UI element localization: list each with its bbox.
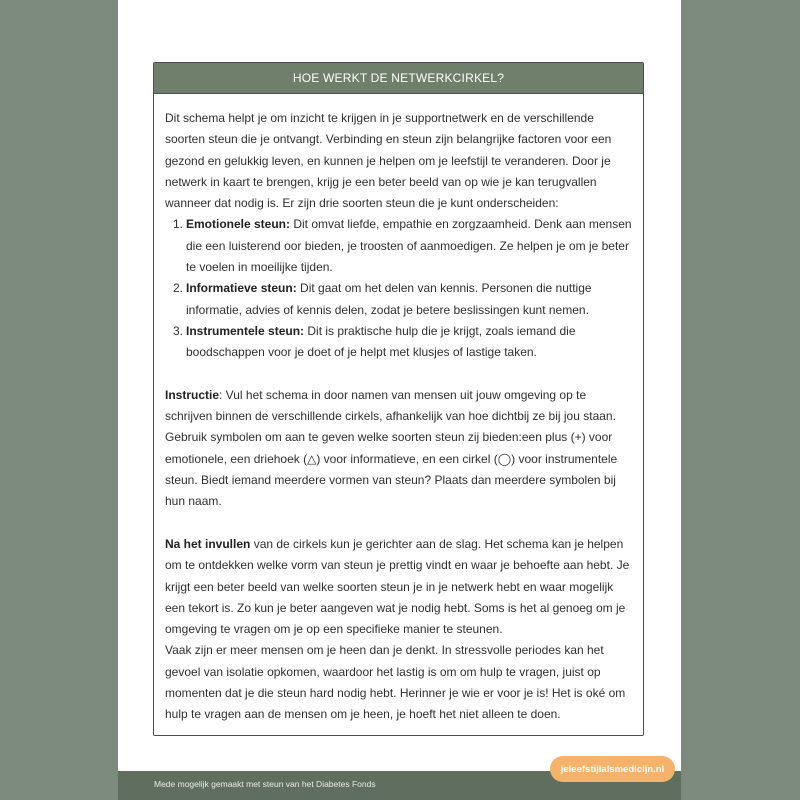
- support-text: Dit omvat liefde, empathie en zorgzaamheid. Denk aan mensen die een luisterend oor bieden, je troosten of aanmoedigen. Ze helpen je om je beter te voelen in moeilijke tijden.: [186, 217, 632, 275]
- card-body: [154, 94, 643, 726]
- support-label: Informatieve steun:: [186, 281, 297, 296]
- support-label: Emotionele steun:: [186, 217, 291, 232]
- card-title: HOE WERKT DE NETWERKCIRKEL?: [154, 63, 643, 94]
- after-text: van de cirkels kun je gerichter aan de slag. Het schema kan je helpen om te ontdekken welke vorm van steun je prettig vindt en waar je behoefte aan hebt. Je krijgt een beter beeld van welke soorten steun je in je netwerk hebt en waar mogelijk een tekort is. Zo kun je beter aangeven wat je nodig hebt. Soms is het al genoeg om je omgeving te vragen om je op een specifieke manier te steunen.: [165, 536, 630, 637]
- support-item-informative: 2. Informatieve steun: Dit gaat om het delen van kennis. Personen die nuttige informatie, advies of kennis delen, zodat je betere beslissingen kunt nemen.: [173, 281, 592, 317]
- instruction-label: Instructie: [165, 387, 220, 402]
- support-item-emotional: 1. Emotionele steun: Dit omvat liefde, empathie en zorgzaamheid. Denk aan mensen die een luisterend oor bieden, je troosten of aanmoedigen. Ze helpen je om je beter te voelen in moeilijke tijden.: [173, 217, 632, 275]
- website-badge[interactable]: jeleefstijlalsmedicijn.nl: [550, 756, 675, 782]
- footer-credit: Mede mogelijk gemaakt met steun van het Diabetes Fonds: [154, 779, 376, 789]
- info-card: [153, 62, 644, 736]
- support-text: Dit is praktische hulp die je krijgt, zoals iemand die boodschappen voor je doet of je helpt met klusjes of lastige taken.: [186, 323, 576, 360]
- document-page: [118, 0, 681, 800]
- instruction-paragraph: [165, 385, 633, 513]
- support-text: Dit gaat om het delen van kennis. Personen die nuttige informatie, advies of kennis delen, zodat je betere beslissingen kunt nemen.: [186, 281, 592, 317]
- after-paragraph: [165, 534, 633, 640]
- instruction-text: : Vul het schema in door namen van mensen uit jouw omgeving op te schrijven binnen de verschillende cirkels, afhankelijk van hoe dichtbij ze bij jou staan. Gebruik symbolen om aan te geven welke soorten steun zij bieden:een plus (+) voor emotionele, een driehoek (△) voor informatieve, en een cirkel (◯) voor instrumentele steun. Biedt iemand meerdere vormen van steun? Plaats dan meerdere symbolen bij hun naam.: [165, 387, 618, 509]
- support-label: Instrumentele steun:: [186, 323, 305, 338]
- intro-paragraph: Dit schema helpt je om inzicht te krijgen in je supportnetwerk en de verschillende soorten steun die je ontvangt. Verbinding en steun zijn belangrijke factoren voor een gezond en gelukkig leven, en kunnen je helpen om je leefstijl te veranderen. Door je netwerk in kaart te brengen, krijg je een beter beeld van op wie je kan terugvallen wanneer dat nodig is. Er zijn drie soorten steun die je kunt onderscheiden:: [165, 111, 612, 211]
- after-label: Na het invullen: [165, 536, 251, 551]
- support-types-list: [165, 214, 633, 363]
- support-item-instrumental: 3. Instrumentele steun: Dit is praktische hulp die je krijgt, zoals iemand die boodschappen voor je doet of je helpt met klusjes of lastige taken.: [173, 323, 576, 360]
- closing-paragraph: Vaak zijn er meer mensen om je heen dan je denkt. In stressvolle periodes kan het gevoel van isolatie opkomen, waardoor het lastig is om om hulp te vragen, juist op momenten dat je die steun hard nodig hebt. Herinner je wie er voor je is! Het is oké om hulp te vragen aan de mensen om je heen, je hoeft het niet alleen te doen.: [165, 643, 626, 722]
